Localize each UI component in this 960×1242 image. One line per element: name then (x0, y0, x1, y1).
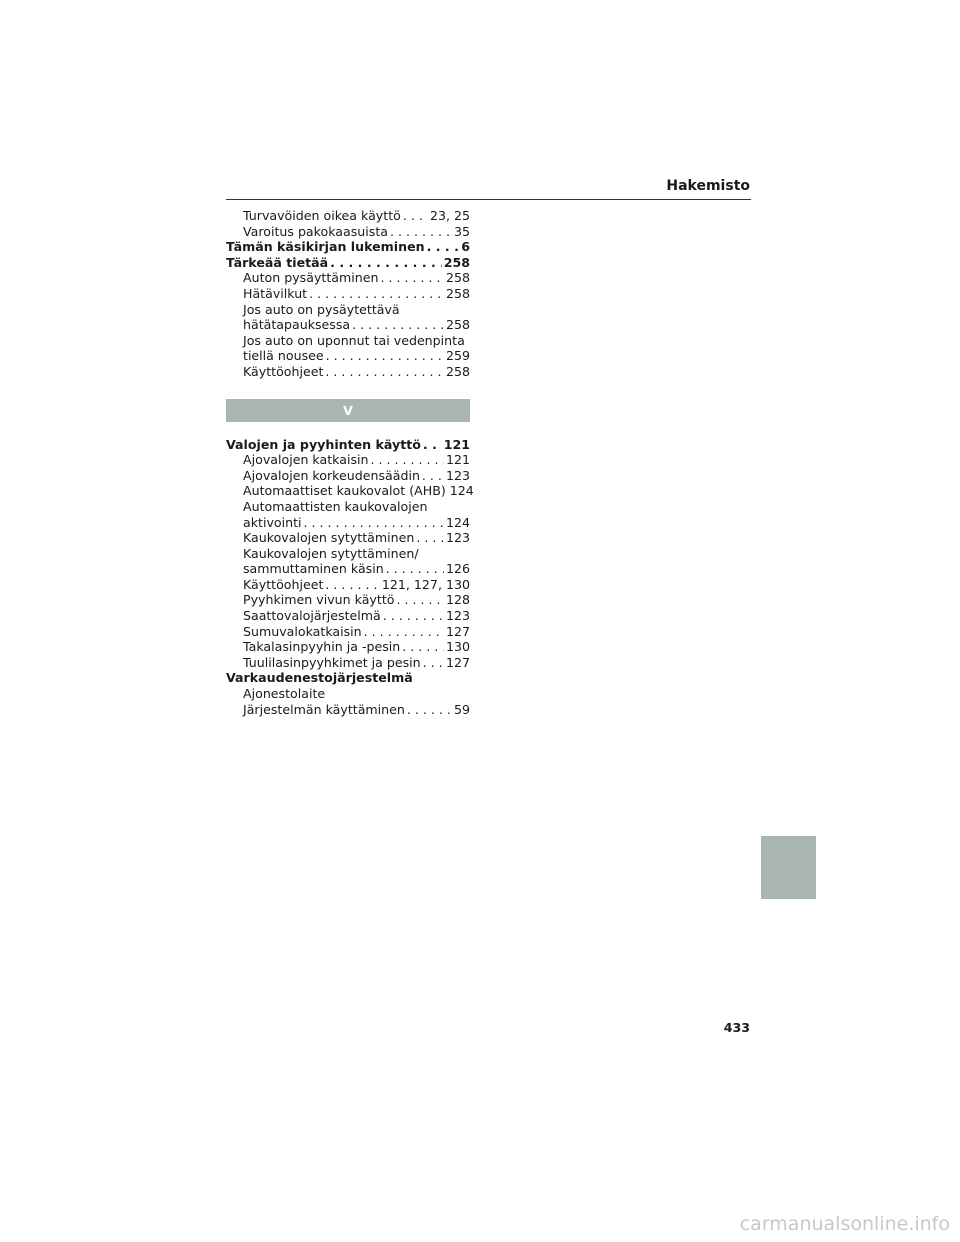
index-entry-text: hätätapauksessa (243, 317, 351, 333)
watermark-text: carmanualsonline.info (739, 1213, 950, 1235)
index-entry-text: Käyttöohjeet (243, 576, 324, 592)
index-entry-text: Turvavöiden oikea käyttö (243, 208, 401, 223)
index-entry-page: 258 (445, 285, 470, 301)
dot-leader (380, 270, 443, 286)
index-entry-page: 130 (445, 639, 470, 655)
index-entry-sub (226, 317, 470, 333)
index-entry-sub (226, 364, 470, 380)
dot-leader (370, 452, 443, 468)
dot-leader (407, 702, 452, 718)
index-entry-page: 258 (443, 254, 470, 270)
index-entry-text: aktivointi (243, 514, 302, 530)
header-divider (226, 199, 751, 200)
index-entry-text: Varkaudenestojärjestelmä (226, 670, 413, 686)
index-entry-sub (226, 515, 470, 531)
index-entry-page: 23, 25 (429, 208, 470, 223)
index-entry-sub (226, 468, 470, 484)
dot-leader (383, 608, 444, 624)
index-entry-text: tiellä nousee (243, 348, 324, 364)
index-entry-text: Tärkeää tietää (226, 254, 329, 270)
index-entry-sub (226, 530, 470, 546)
index-entry-text: Automaattiset kaukovalot (AHB) (243, 483, 446, 499)
index-entry-sub (226, 624, 470, 640)
index-entry-sub (226, 270, 470, 286)
index-list-after (226, 436, 474, 718)
index-entry-main (226, 239, 470, 255)
index-entry-sub (226, 592, 470, 608)
index-entry-page: 128 (445, 592, 470, 608)
index-entry-page: 121, 127, 130 (381, 576, 470, 592)
dot-leader (427, 239, 460, 255)
index-entry-text: Sumuvalokatkaisin (243, 623, 362, 639)
index-entry-text: Auton pysäyttäminen (243, 270, 379, 286)
index-entry-text: Käyttöohjeet (243, 363, 324, 379)
index-entry-text: Automaattisten kaukovalojen (243, 498, 428, 514)
chapter-side-tab (761, 836, 816, 899)
index-entry-main (226, 670, 470, 686)
dot-leader (325, 364, 444, 380)
index-entry-sub (226, 452, 470, 468)
index-entry-text: Takalasinpyyhin ja -pesin (243, 639, 401, 655)
dot-leader (386, 561, 444, 577)
index-entry-page: 258 (445, 317, 470, 333)
index-column (226, 208, 474, 717)
index-entry-page: 124 (449, 483, 474, 499)
index-entry-sub (226, 208, 470, 224)
dot-leader (423, 655, 444, 671)
index-entry-sub (226, 702, 470, 718)
index-entry-text: Ajovalojen korkeudensäädin (243, 467, 420, 483)
index-entry-text: Jos auto on pysäytettävä (243, 301, 400, 317)
index-entry-text: sammuttaminen käsin (243, 561, 384, 577)
index-entry-sub (226, 348, 470, 364)
index-entry-main (226, 255, 470, 271)
section-header-v: V (226, 399, 470, 422)
index-entry-page: 127 (445, 623, 470, 639)
index-entry-page: 121 (443, 436, 470, 452)
dot-leader (330, 255, 442, 271)
index-entry-page: 123 (445, 530, 470, 546)
index-entry-sub (226, 577, 470, 593)
index-entry-sub (226, 224, 470, 240)
dot-leader (403, 208, 428, 224)
index-entry-page: 121 (445, 452, 470, 468)
dot-leader (416, 530, 444, 546)
index-entry-text: Tämän käsikirjan lukeminen (226, 239, 425, 255)
dot-leader (304, 515, 444, 531)
index-entry-page: 258 (445, 270, 470, 286)
dot-leader (326, 348, 444, 364)
index-entry-text: Valojen ja pyyhinten käyttö (226, 436, 421, 452)
index-entry-page: 259 (445, 348, 470, 364)
dot-leader (309, 286, 444, 302)
index-entry-sub (226, 302, 470, 318)
index-entry-text: Saattovalojärjestelmä (243, 608, 381, 624)
index-entry-sub (226, 546, 470, 562)
index-entry-sub (226, 483, 474, 499)
dot-leader (423, 437, 442, 453)
index-entry-page: 123 (445, 608, 470, 624)
index-entry-sub (226, 639, 470, 655)
index-entry-text: Jos auto on uponnut tai vedenpinta (243, 332, 465, 348)
index-entry-text: Ajonestolaite (243, 686, 326, 702)
index-entry-text: Tuulilasinpyyhkimet ja pesin (243, 654, 421, 670)
index-entry-page: 258 (445, 363, 470, 379)
index-entry-sub (226, 286, 470, 302)
index-entry-page: 126 (445, 561, 470, 577)
index-entry-sub (226, 686, 470, 702)
dot-leader (352, 317, 444, 333)
index-entry-page: 59 (453, 701, 470, 717)
index-entry-page: 127 (445, 654, 470, 670)
index-entry-text: Varoitus pakokaasuista (243, 223, 388, 239)
dot-leader (364, 624, 444, 640)
index-entry-page: 124 (445, 514, 470, 530)
index-entry-sub (226, 499, 470, 515)
index-entry-sub (226, 655, 470, 671)
dot-leader (325, 577, 379, 593)
page-header-title: Hakemisto (666, 178, 750, 194)
index-entry-text: Järjestelmän käyttäminen (243, 701, 405, 717)
index-entry-main (226, 437, 470, 453)
index-entry-page: 6 (461, 239, 470, 255)
index-entry-text: Pyyhkimen vivun käyttö (243, 592, 395, 608)
dot-leader (396, 592, 443, 608)
index-entry-page: 123 (445, 467, 470, 483)
index-entry-text: Kaukovalojen sytyttäminen (243, 530, 415, 546)
index-list-before (226, 208, 470, 380)
dot-leader (390, 224, 452, 240)
dot-leader (402, 639, 444, 655)
index-entry-sub (226, 561, 470, 577)
index-entry-page: 35 (453, 223, 470, 239)
index-entry-sub (226, 608, 470, 624)
page-number: 433 (723, 1020, 750, 1035)
index-entry-text: Ajovalojen katkaisin (243, 452, 369, 468)
index-entry-sub (226, 333, 470, 349)
index-entry-text: Kaukovalojen sytyttäminen/ (243, 545, 419, 561)
index-entry-text: Hätävilkut (243, 285, 308, 301)
dot-leader (422, 468, 444, 484)
